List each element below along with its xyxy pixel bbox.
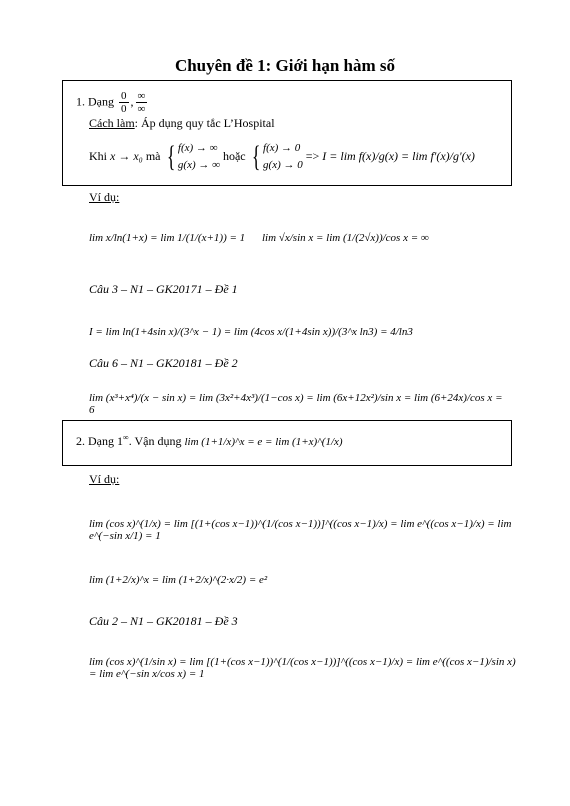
limit-identity: lim (1+1/x)^x = e = lim (1+x)^(1/x) <box>184 436 343 448</box>
example-4: lim (1+2/x)^x = lim (1+2/x)^(2·x/2) = e² <box>89 574 268 586</box>
system-zero: f(x) → 0 g(x) → 0 <box>263 142 303 171</box>
form-zero-over-zero: $\frac{0}{0}$ <box>121 90 127 116</box>
question-3-label: Câu 2 – N1 – GK20181 – Đề 3 <box>89 614 238 628</box>
question-1-label: Câu 3 – N1 – GK20171 – Đề 1 <box>89 282 238 296</box>
form-inf-over-inf: $\frac{\infty}{\infty}$ <box>137 90 146 116</box>
section-1-heading: 1. Dạng $\frac{0}{0}$ , $\frac{\infty}{\infty}$ <box>76 90 146 116</box>
question-2-label: Câu 6 – N1 – GK20181 – Đề 2 <box>89 356 238 370</box>
condition-line: Khi x → x₀ mà { f(x) → ∞ g(x) → ∞ hoặc { f(x) → 0 g(x) → 0 => I = lim f(x)/g(x) = lim f'(x)/g'(x) <box>89 140 475 173</box>
system-infinity: f(x) → ∞ g(x) → ∞ <box>177 142 220 171</box>
example-1: lim x/ln(1+x) = lim 1/(1/(x+1)) = 1 <box>89 232 246 244</box>
example-2: lim √x/sin x = lim (1/(2√x))/cos x = ∞ <box>262 232 429 244</box>
method-line: Cách làm: Áp dụng quy tắc L’Hospital <box>89 116 275 130</box>
question-3-expr: lim (cos x)^(1/sin x) = lim [(1+(cos x−1))^(1/(cos x−1))]^((cos x−1)/x) = lim e^((cos x−1)/sin x) = lim e^(−sin x/cos x) = 1 <box>89 656 516 680</box>
section-2-heading: 2. Dạng 1∞. Vận dụng lim (1+1/x)^x = e = lim (1+x)^(1/x) <box>76 433 343 448</box>
question-1-expr: I = lim ln(1+4sin x)/(3^x − 1) = lim (4cos x/(1+4sin x))/(3^x ln3) = 4/ln3 <box>89 326 413 338</box>
example-2-label: Ví dụ: <box>89 472 120 486</box>
lhospital-result: I = lim f(x)/g(x) = lim f'(x)/g'(x) <box>322 148 475 163</box>
example-label: Ví dụ: <box>89 190 120 204</box>
question-2-expr: lim (x³+x⁴)/(x − sin x) = lim (3x²+4x³)/(1−cos x) = lim (6x+12x²)/sin x = lim (6+24x)/cos x = 6 <box>89 392 503 416</box>
example-3: lim (cos x)^(1/x) = lim [(1+(cos x−1))^(1/(cos x−1))]^((cos x−1)/x) = lim e^((cos x−1)/x) = lim e^(−sin x/1) = 1 <box>89 518 512 542</box>
page-title: Chuyên đề 1: Giới hạn hàm số <box>174 56 396 75</box>
